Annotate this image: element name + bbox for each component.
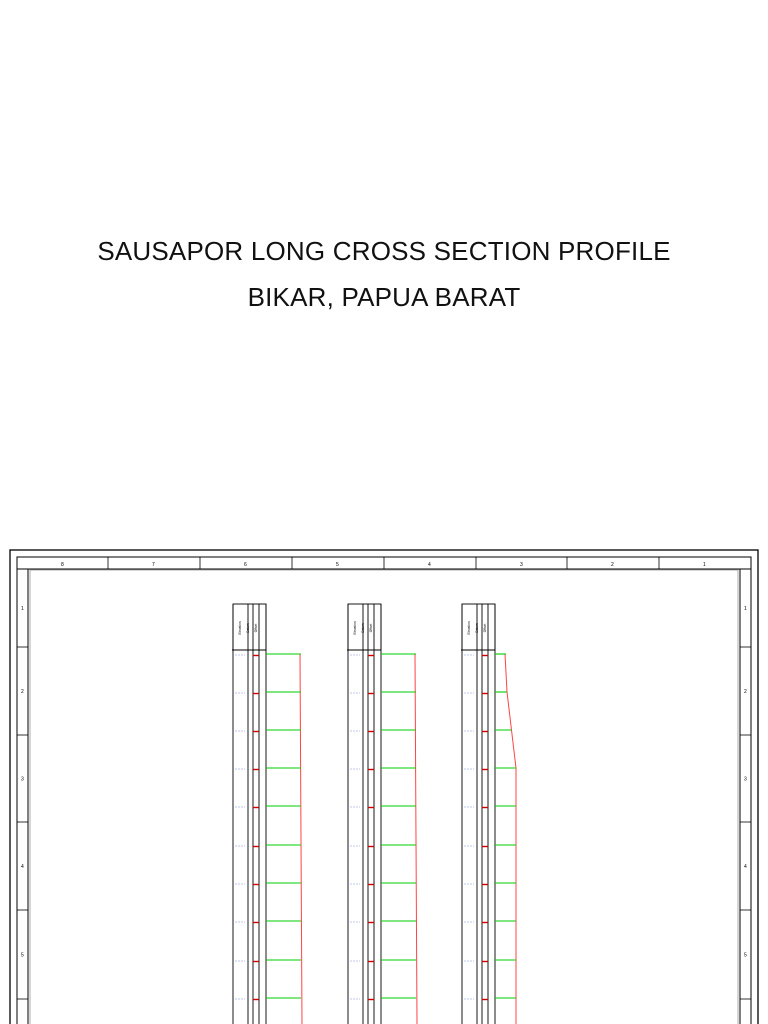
profile-line [300,654,302,1024]
top-ruler-label: 5 [336,562,339,568]
top-ruler-label: 6 [244,562,247,568]
profile-c [461,604,516,1024]
right-ruler [740,606,751,999]
side-ruler-label: 4 [21,864,24,870]
profile-line [505,654,516,1024]
profile-line [415,654,417,1024]
side-ruler-label: 3 [744,776,747,783]
side-ruler-label: 5 [744,952,747,959]
side-ruler-label: 1 [744,606,747,612]
side-ruler-label: 1 [21,606,24,612]
top-ruler-label: 1 [703,562,706,568]
profile-header-label: Elevation [353,621,357,635]
top-ruler-label: 2 [611,562,614,568]
side-ruler-label: 2 [744,689,747,695]
profile-header-label: Datum [246,623,250,633]
profile-header-label: Offset [483,623,487,633]
side-ruler-label: 5 [21,952,24,959]
inner-frame [17,557,751,1024]
document-title [0,228,768,320]
side-ruler-label: 3 [21,776,24,783]
left-ruler [17,606,28,999]
sheet-edge [30,570,738,1024]
profile-header-label: Datum [361,623,365,633]
top-ruler-label: 3 [520,562,523,568]
top-ruler-label: 7 [152,562,155,568]
profile-header-label: Elevation [467,621,471,635]
cross-section-drawing [0,540,768,1024]
profile-header-label: Offset [254,623,258,633]
profile-header-label: Datum [475,623,479,633]
top-ruler [61,557,706,569]
profile-header-label: Elevation [238,621,242,635]
side-ruler-label: 2 [21,689,24,695]
top-ruler-label: 4 [428,562,431,568]
profile-header-label: Offset [369,623,373,633]
title-line-2: BIKAR, PAPUA BARAT [247,282,521,312]
profile-b [347,604,417,1024]
top-ruler-label: 8 [61,562,64,568]
outer-frame [10,550,758,1024]
title-line-1: SAUSAPOR LONG CROSS SECTION PROFILE [97,236,671,266]
profile-a [232,604,302,1024]
side-ruler-label: 4 [744,864,747,870]
profiles-group [232,604,516,1024]
